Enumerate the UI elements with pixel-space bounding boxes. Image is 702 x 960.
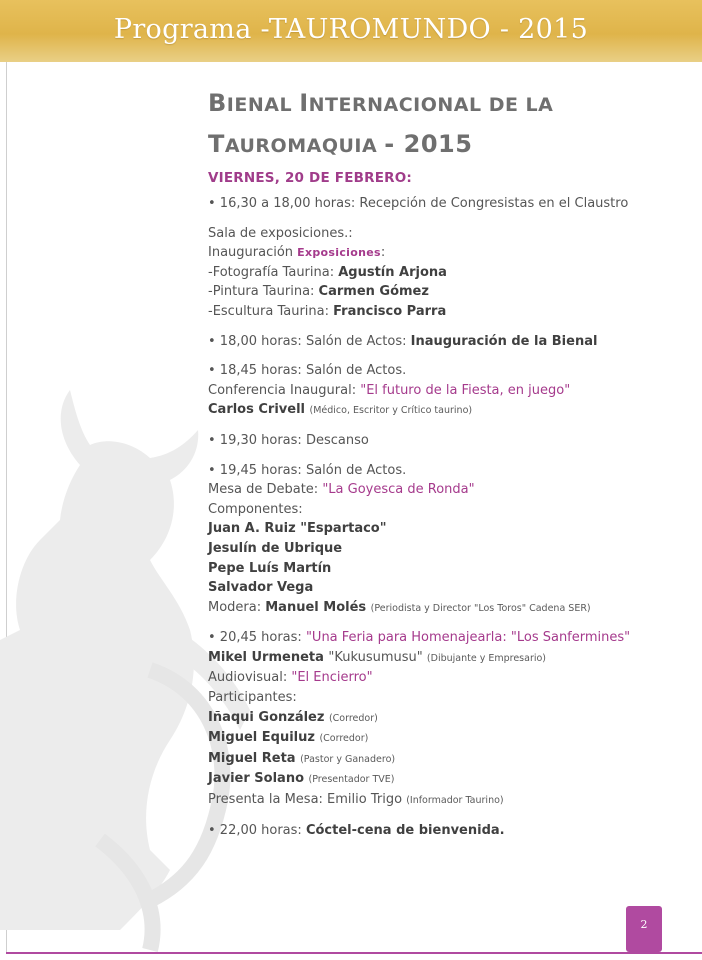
header-banner xyxy=(0,0,702,62)
sanfermines-block: • 20,45 horas: "Una Feria para Homenajearla: "Los Sanfermines" Mikel Urmeneta "Kukusumusu" (Dibujante y Empresario) Audiovisual: "El Encierro" Participantes: Iñaqui González (Corredor) Miguel Equiluz (Corredor) Miguel Reta (Pastor y Ganadero) Javier Solano (Presentador TVE) Presenta la Mesa: Emilio Trigo (Informador Taurino) xyxy=(208,630,631,808)
page-title: BIENAL INTERNACIONAL DE LA TAUROMAQUIA - 2015 xyxy=(208,89,554,158)
schedule-item: • 19,30 horas: Descanso xyxy=(208,432,369,448)
page-number: 2 xyxy=(640,918,648,931)
date-heading: VIERNES, 20 DE FEBRERO: xyxy=(208,170,412,186)
bottom-border xyxy=(6,952,702,954)
program-content xyxy=(208,84,678,840)
exhibitions-block: Sala de exposiciones.: Inauguración Exposiciones: -Fotografía Taurina: Agustín Arjona -Pintura Taurina: Carmen Gómez -Escultura Taurina: Francisco Parra xyxy=(208,225,447,319)
schedule-item: • 18,00 horas: Salón de Actos: Inauguración de la Bienal xyxy=(208,333,598,349)
page-number-badge xyxy=(626,906,662,952)
debate-block: • 19,45 horas: Salón de Actos. Mesa de Debate: "La Goyesca de Ronda" Componentes: Juan A. Ruiz "Espartaco" Jesulín de Ubrique Pepe Luís Martín Salvador Vega Modera: Manuel Molés (Periodista y Director "Los Toros" Cadena SER) xyxy=(208,462,591,615)
header-title: Programa -TAUROMUNDO - 2015 xyxy=(113,14,589,45)
schedule-item: • 16,30 a 18,00 horas: Recepción de Congresistas en el Claustro xyxy=(208,196,629,211)
conference-block: • 18,45 horas: Salón de Actos. Conferencia Inaugural: "El futuro de la Fiesta, en juego" Carlos Crivell (Médico, Escritor y Crítico taurino) xyxy=(208,363,571,418)
schedule-item: • 22,00 horas: Cóctel-cena de bienvenida. xyxy=(208,822,505,838)
